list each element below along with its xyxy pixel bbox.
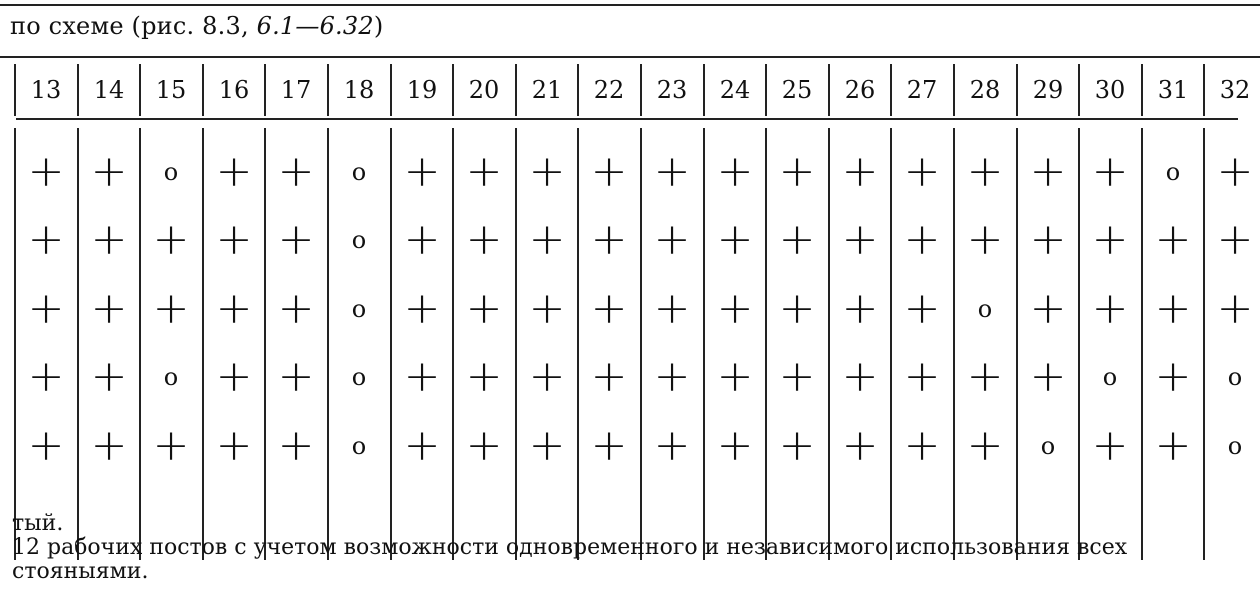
plus-mark: + (27, 351, 65, 402)
plus-mark: + (1091, 283, 1129, 334)
plus-mark: + (215, 351, 253, 402)
plus-mark: + (1029, 146, 1067, 197)
plus-mark: + (528, 214, 566, 265)
plus-mark: + (903, 214, 941, 265)
column-divider-body (139, 128, 141, 560)
plus-mark: + (215, 420, 253, 471)
o-mark: o (1227, 432, 1243, 460)
plus-mark: + (1091, 146, 1129, 197)
plus-mark: + (841, 351, 879, 402)
plus-mark: + (903, 146, 941, 197)
plus-mark: + (590, 214, 628, 265)
plus-mark: + (528, 420, 566, 471)
plus-mark: + (778, 283, 816, 334)
plus-mark: + (653, 283, 691, 334)
plus-mark: + (465, 146, 503, 197)
plus-mark: + (27, 214, 65, 265)
plus-mark: + (778, 146, 816, 197)
plus-mark: + (528, 351, 566, 402)
plus-mark: + (1216, 214, 1254, 265)
plus-mark: + (90, 283, 128, 334)
column-header: 30 (1094, 76, 1126, 104)
column-header: 20 (468, 76, 500, 104)
plus-mark: + (1154, 420, 1192, 471)
page-footer (12, 512, 1127, 584)
header-prefix: по схеме (рис. 8.3, (10, 12, 257, 40)
plus-mark: + (1154, 351, 1192, 402)
plus-mark: + (277, 214, 315, 265)
o-mark: o (351, 158, 367, 186)
marks-table (0, 58, 1260, 504)
plus-mark: + (215, 146, 253, 197)
plus-mark: + (277, 283, 315, 334)
plus-mark: + (1216, 283, 1254, 334)
plus-mark: + (277, 420, 315, 471)
plus-mark: + (1154, 214, 1192, 265)
plus-mark: + (90, 146, 128, 197)
plus-mark: + (1029, 283, 1067, 334)
plus-mark: + (1029, 214, 1067, 265)
column-header: 17 (280, 76, 312, 104)
plus-mark: + (903, 351, 941, 402)
plus-mark: + (653, 351, 691, 402)
plus-mark: + (465, 283, 503, 334)
plus-mark: + (590, 146, 628, 197)
plus-mark: + (90, 214, 128, 265)
plus-mark: + (1029, 351, 1067, 402)
column-header: 21 (531, 76, 563, 104)
column-header: 27 (906, 76, 938, 104)
plus-mark: + (653, 214, 691, 265)
plus-mark: + (1091, 214, 1129, 265)
plus-mark: + (716, 146, 754, 197)
plus-mark: + (27, 283, 65, 334)
plus-mark: + (716, 420, 754, 471)
plus-mark: + (1091, 420, 1129, 471)
plus-mark: + (716, 214, 754, 265)
plus-mark: + (778, 420, 816, 471)
plus-mark: + (590, 351, 628, 402)
plus-mark: + (277, 351, 315, 402)
plus-mark: + (403, 214, 441, 265)
plus-mark: + (903, 283, 941, 334)
plus-mark: + (403, 351, 441, 402)
page-header (10, 12, 383, 40)
o-mark: o (1227, 363, 1243, 391)
o-mark: o (1040, 432, 1056, 460)
plus-mark: + (841, 420, 879, 471)
column-header: 14 (93, 76, 125, 104)
plus-mark: + (590, 420, 628, 471)
plus-mark: + (90, 351, 128, 402)
footer-line-3: стояныями. (12, 559, 149, 584)
plus-mark: + (966, 146, 1004, 197)
o-mark: o (977, 295, 993, 323)
column-header: 31 (1157, 76, 1189, 104)
plus-mark: + (841, 283, 879, 334)
plus-mark: + (966, 420, 1004, 471)
column-header: 16 (218, 76, 250, 104)
plus-mark: + (465, 351, 503, 402)
plus-mark: + (716, 283, 754, 334)
header-italic-ref: 6.1—6.32 (256, 12, 374, 40)
table-header-underline (16, 118, 1238, 120)
plus-mark: + (528, 146, 566, 197)
column-header: 15 (155, 76, 187, 104)
header-suffix: ) (373, 12, 384, 40)
column-header: 18 (343, 76, 375, 104)
plus-mark: + (215, 214, 253, 265)
plus-mark: + (277, 146, 315, 197)
plus-mark: + (653, 420, 691, 471)
plus-mark: + (403, 420, 441, 471)
column-header: 13 (30, 76, 62, 104)
plus-mark: + (27, 146, 65, 197)
plus-mark: + (1154, 283, 1192, 334)
o-mark: o (1102, 363, 1118, 391)
plus-mark: + (716, 351, 754, 402)
plus-mark: + (90, 420, 128, 471)
plus-mark: + (27, 420, 65, 471)
o-mark: o (1165, 158, 1181, 186)
plus-mark: + (152, 420, 190, 471)
o-mark: o (351, 363, 367, 391)
top-rule (0, 4, 1260, 6)
plus-mark: + (1216, 146, 1254, 197)
o-mark: o (351, 432, 367, 460)
plus-mark: + (778, 351, 816, 402)
plus-mark: + (403, 146, 441, 197)
column-header: 25 (781, 76, 813, 104)
column-header: 24 (719, 76, 751, 104)
plus-mark: + (841, 146, 879, 197)
column-header: 28 (969, 76, 1001, 104)
plus-mark: + (465, 420, 503, 471)
o-mark: o (163, 363, 179, 391)
footer-line-2: 12 рабочих постов с учетом возможности одновременного и независимого использования всех (12, 535, 1128, 560)
plus-mark: + (215, 283, 253, 334)
plus-mark: + (528, 283, 566, 334)
plus-mark: + (966, 351, 1004, 402)
o-mark: o (351, 295, 367, 323)
column-header: 32 (1219, 76, 1251, 104)
column-header: 26 (844, 76, 876, 104)
plus-mark: + (465, 214, 503, 265)
plus-mark: + (653, 146, 691, 197)
column-header: 22 (593, 76, 625, 104)
column-divider-body (1141, 128, 1143, 560)
column-divider-body (327, 128, 329, 560)
plus-mark: + (152, 283, 190, 334)
plus-mark: + (152, 214, 190, 265)
column-header: 29 (1032, 76, 1064, 104)
footer-line-1: тый. (12, 511, 64, 536)
plus-mark: + (590, 283, 628, 334)
o-mark: o (163, 158, 179, 186)
plus-mark: + (403, 283, 441, 334)
o-mark: o (351, 226, 367, 254)
plus-mark: + (903, 420, 941, 471)
column-header: 23 (656, 76, 688, 104)
column-header: 19 (406, 76, 438, 104)
plus-mark: + (778, 214, 816, 265)
plus-mark: + (966, 214, 1004, 265)
plus-mark: + (841, 214, 879, 265)
